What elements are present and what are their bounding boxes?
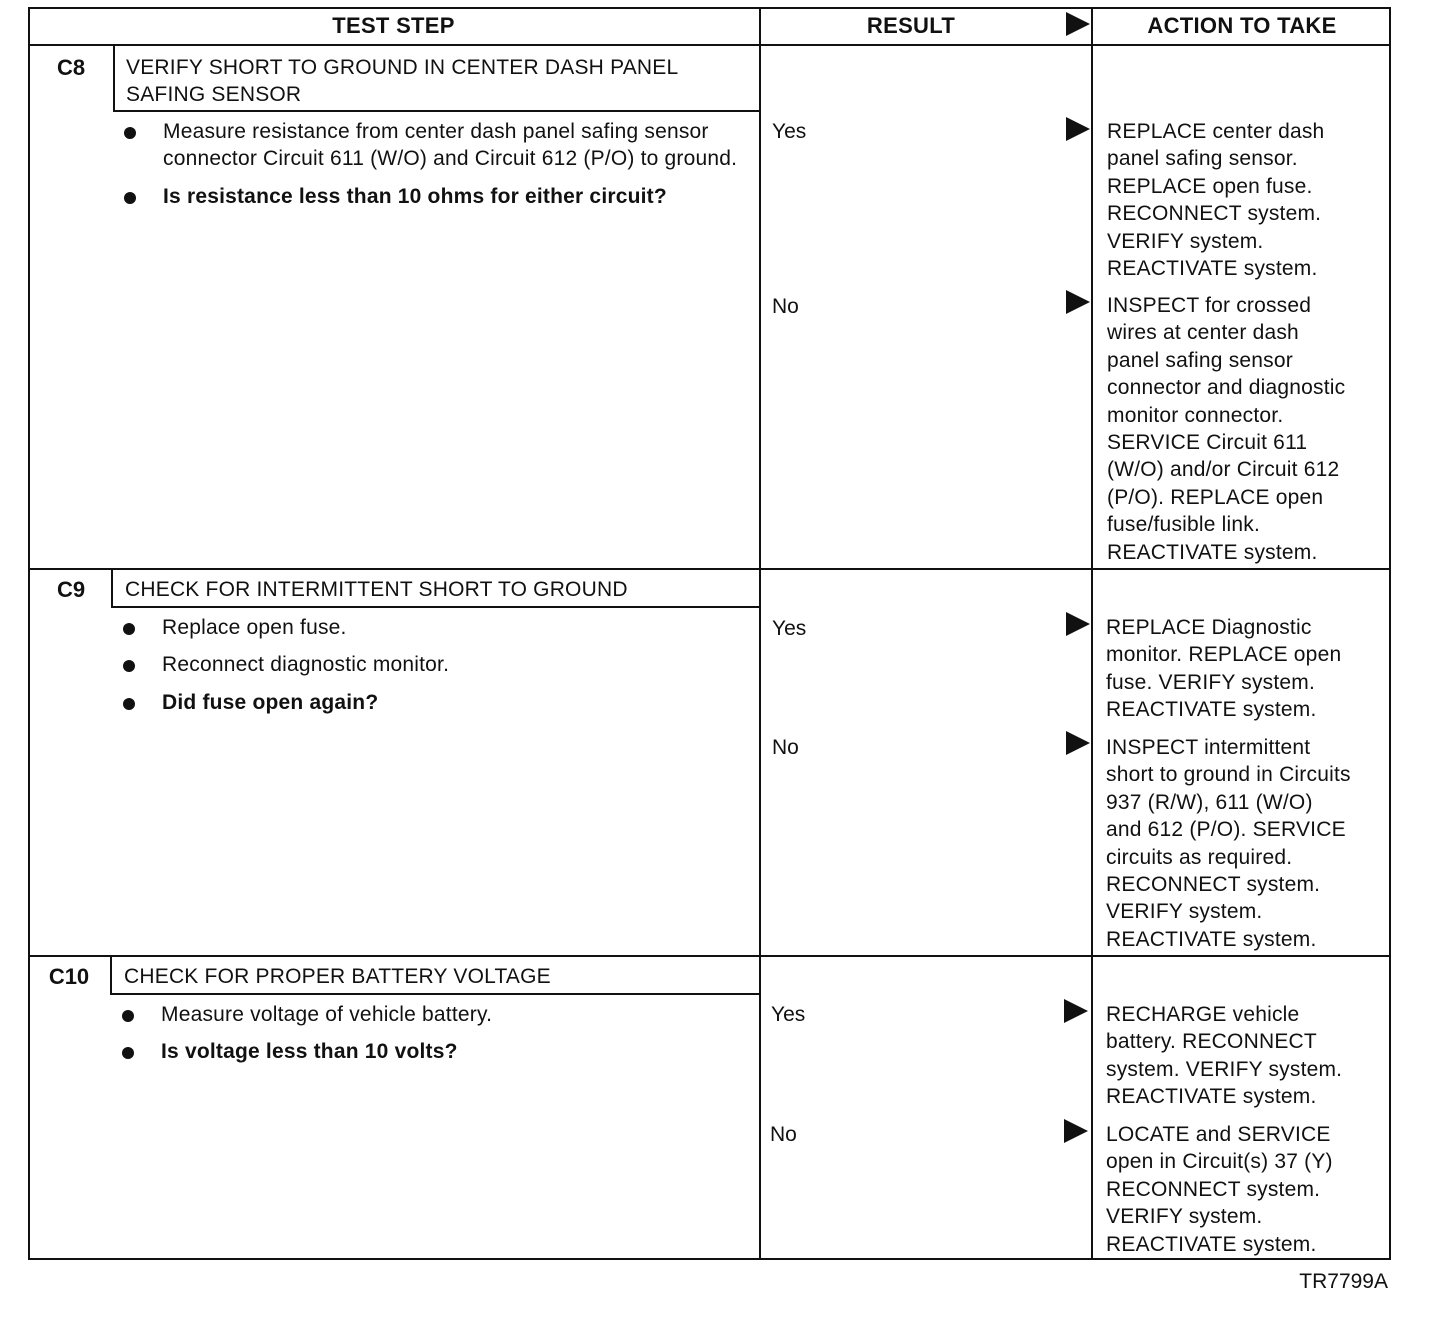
action-text: LOCATE and SERVICE open in Circuit(s) 37 (Y) RECONNECT system. VERIFY system. REACTIVATE system. — [1106, 1123, 1333, 1256]
bullet-text: Is voltage less than 10 volts? — [161, 1040, 458, 1064]
step-id-divider — [113, 44, 115, 111]
bullet-item — [117, 651, 747, 678]
arrow-right-icon — [1066, 612, 1090, 636]
bullet-text: Measure resistance from center dash panel safing sensor connector Circuit 611 (W/O) and Circuit 612 (P/O) to ground. — [163, 120, 738, 171]
step-bullets — [118, 118, 748, 220]
header-action: ACTION TO TAKE — [1147, 13, 1337, 38]
bullet-item — [116, 1001, 746, 1028]
arrow-right-icon — [1066, 290, 1090, 314]
bullet-dot-icon — [123, 623, 135, 635]
step-divider — [28, 568, 1391, 570]
bullet-dot-icon — [122, 1047, 134, 1059]
result-yes: Yes — [772, 617, 807, 640]
step-title: CHECK FOR PROPER BATTERY VOLTAGE — [124, 965, 551, 988]
header-result: RESULT — [866, 13, 956, 38]
action-text: REPLACE Diagnostic monitor. REPLACE open fuse. VERIFY system. REACTIVATE system. — [1106, 616, 1342, 722]
step-id-divider — [111, 568, 113, 607]
bullet-text: Did fuse open again? — [162, 690, 379, 714]
bullet-dot-icon — [123, 698, 135, 710]
bullet-item — [118, 118, 748, 173]
step-title-underline — [113, 110, 761, 112]
result-no: No — [772, 295, 799, 318]
bullet-dot-icon — [123, 660, 135, 672]
action-text: INSPECT for crossed wires at center dash panel safing sensor connector and diagnostic monitor connector. SERVICE Circuit 611 (W/O) and/or Circuit 612 (P/O). REPLACE open fuse/fusible link. REACTIVATE system. — [1107, 294, 1346, 564]
step-id-divider — [110, 955, 112, 994]
result-yes: Yes — [772, 120, 807, 143]
step-id: C10 — [48, 964, 90, 989]
step-title-underline — [110, 993, 761, 995]
arrow-right-icon — [1064, 999, 1088, 1023]
header-arrow-icon — [1066, 12, 1090, 36]
step-id: C9 — [56, 577, 86, 602]
step-title: CHECK FOR INTERMITTENT SHORT TO GROUND — [125, 578, 628, 601]
bullet-text: Measure voltage of vehicle battery. — [161, 1003, 493, 1026]
bullet-dot-icon — [122, 1010, 134, 1022]
bullet-text: Is resistance less than 10 ohms for either circuit? — [163, 184, 667, 208]
result-yes: Yes — [771, 1003, 806, 1026]
action-text: REPLACE center dash panel safing sensor. REPLACE open fuse. RECONNECT system. VERIFY system. REACTIVATE system. — [1107, 120, 1325, 281]
result-no: No — [770, 1123, 797, 1146]
header-test-step: TEST STEP — [332, 13, 455, 38]
bullet-dot-icon — [124, 192, 136, 204]
bullet-dot-icon — [124, 127, 136, 139]
arrow-right-icon — [1064, 1119, 1088, 1143]
step-id: C8 — [56, 55, 86, 80]
figure-code: TR7799A — [1299, 1270, 1388, 1293]
bullet-question — [118, 183, 748, 210]
step-title-underline — [111, 606, 761, 608]
action-column-divider — [1091, 7, 1093, 1260]
arrow-right-icon — [1066, 731, 1090, 755]
header-divider — [28, 44, 1391, 46]
bullet-question — [116, 1038, 746, 1065]
step-title: VERIFY SHORT TO GROUND IN CENTER DASH PANEL SAFING SENSOR — [126, 56, 679, 107]
step-divider — [28, 955, 1391, 957]
step-bullets — [116, 1001, 746, 1076]
arrow-right-icon — [1066, 117, 1090, 141]
bullet-text: Reconnect diagnostic monitor. — [162, 653, 450, 677]
bullet-question — [117, 689, 747, 716]
action-text: RECHARGE vehicle battery. RECONNECT system. VERIFY system. REACTIVATE system. — [1106, 1003, 1343, 1109]
step-bullets — [117, 614, 747, 726]
result-no: No — [772, 736, 799, 759]
bullet-text: Replace open fuse. — [162, 616, 347, 639]
action-text: INSPECT intermittent short to ground in Circuits 937 (R/W), 611 (W/O) and 612 (P/O). SERVICE circuits as required. RECONNECT system. VERIFY system. REACTIVATE system. — [1106, 736, 1351, 951]
result-column-divider — [759, 7, 761, 1260]
bullet-item — [117, 614, 747, 641]
